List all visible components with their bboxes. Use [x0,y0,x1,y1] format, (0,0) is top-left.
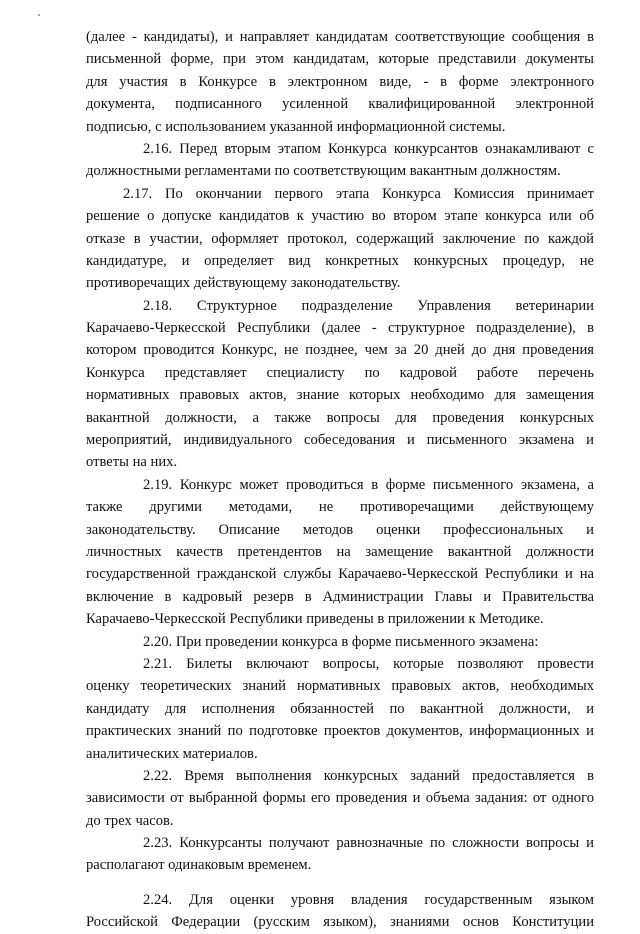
document-line: решение о допуске кандидатов к участию во втором этапе конкурса или об [86,208,594,225]
document-line: включение в кадровый резерв в Администрации Главы и Правительства [86,588,594,605]
document-line: личностных качеств претендентов на замещение вакантной должности [86,543,594,560]
document-line: 2.21. Билеты включают вопросы, которые позволяют провести [143,655,594,672]
document-line: Российской Федерации (русским языком), знаниями основ Конституции [86,914,594,931]
document-line: также другими методами, не противоречащими действующему [86,499,594,516]
document-line: Конкурса представляет специалисту по кадровой работе перечень [86,364,594,381]
document-line: 2.22. Время выполнения конкурсных заданий предоставляется в [143,767,594,784]
document-line: кандидатуре, и определяет вид конкретных конкурсных процедур, не [86,252,594,269]
document-line: кандидату для исполнения обязанностей по вакантной должности, и [86,700,594,717]
document-line: 2.20. При проведении конкурса в форме письменного экзамена: [143,633,539,650]
document-line: ответы на них. [86,454,178,471]
paragraph-gap [86,877,594,889]
document-line: нормативных правовых актов, знание которых необходимо для замещения [86,387,594,404]
document-line: 2.18. Структурное подразделение Управления ветеринарии [143,297,594,314]
scan-speck [38,14,40,16]
document-line: зависимости от выбранной формы его проведения и объема задания: от одного [86,790,594,807]
document-line: вакантной должности, а также вопросы для проведения конкурсных [86,409,594,426]
document-line: документа, подписанного усиленной квалифицированной электронной [86,96,594,113]
document-line: 2.23. Конкурсанты получают равнозначные по сложности вопросы и [143,835,594,852]
document-line: для участия в Конкурсе в электронном виде, - в форме электронного [86,73,594,90]
document-line: 2.19. Конкурс может проводиться в форме письменного экзамена, а [143,476,594,493]
document-line: располагают одинаковым временем. [86,857,312,874]
document-line: подписью, с использованием указанной информационной системы. [86,118,506,135]
document-line: письменной форме, при этом кандидатам, которые представили документы [86,51,594,68]
document-line: 2.17. По окончании первого этапа Конкурса Комиссия принимает [123,185,594,202]
document-line: котором проводится Конкурс, не позднее, чем за 20 дней до дня проведения [86,342,594,359]
document-line: противоречащих действующему законодательству. [86,275,401,292]
document-line: Карачаево-Черкесской Республики (далее - структурное подразделение), в [86,320,594,337]
document-line: аналитических материалов. [86,745,258,762]
document-line: (далее - кандидаты), и направляет кандидатам соответствующие сообщения в [86,29,594,45]
document-line: должностными регламентами по соответствующим вакантным должностям. [86,163,561,180]
document-line: практических знаний по подготовке проектов документов, информационных и [86,723,594,740]
document-line: отказе в участии, оформляет протокол, содержащий заключение по каждой [86,230,594,247]
document-line: оценку теоретических знаний нормативных правовых актов, необходимых [86,678,594,695]
document-line: Карачаево-Черкесской Республики приведены в приложении к Методике. [86,611,544,628]
document-page [86,26,594,934]
document-line: законодательству. Описание методов оценки профессиональных и [86,521,594,538]
document-line: до трех часов. [86,812,174,829]
document-line: мероприятий, индивидуального собеседования и письменного экзамена и [86,432,594,449]
document-line: 2.24. Для оценки уровня владения государственным языком [143,891,594,908]
document-line: государственной гражданской службы Карачаево-Черкесской Республики и на [86,566,594,583]
document-line: 2.16. Перед вторым этапом Конкурса конкурсантов ознакамливают с [143,140,594,157]
